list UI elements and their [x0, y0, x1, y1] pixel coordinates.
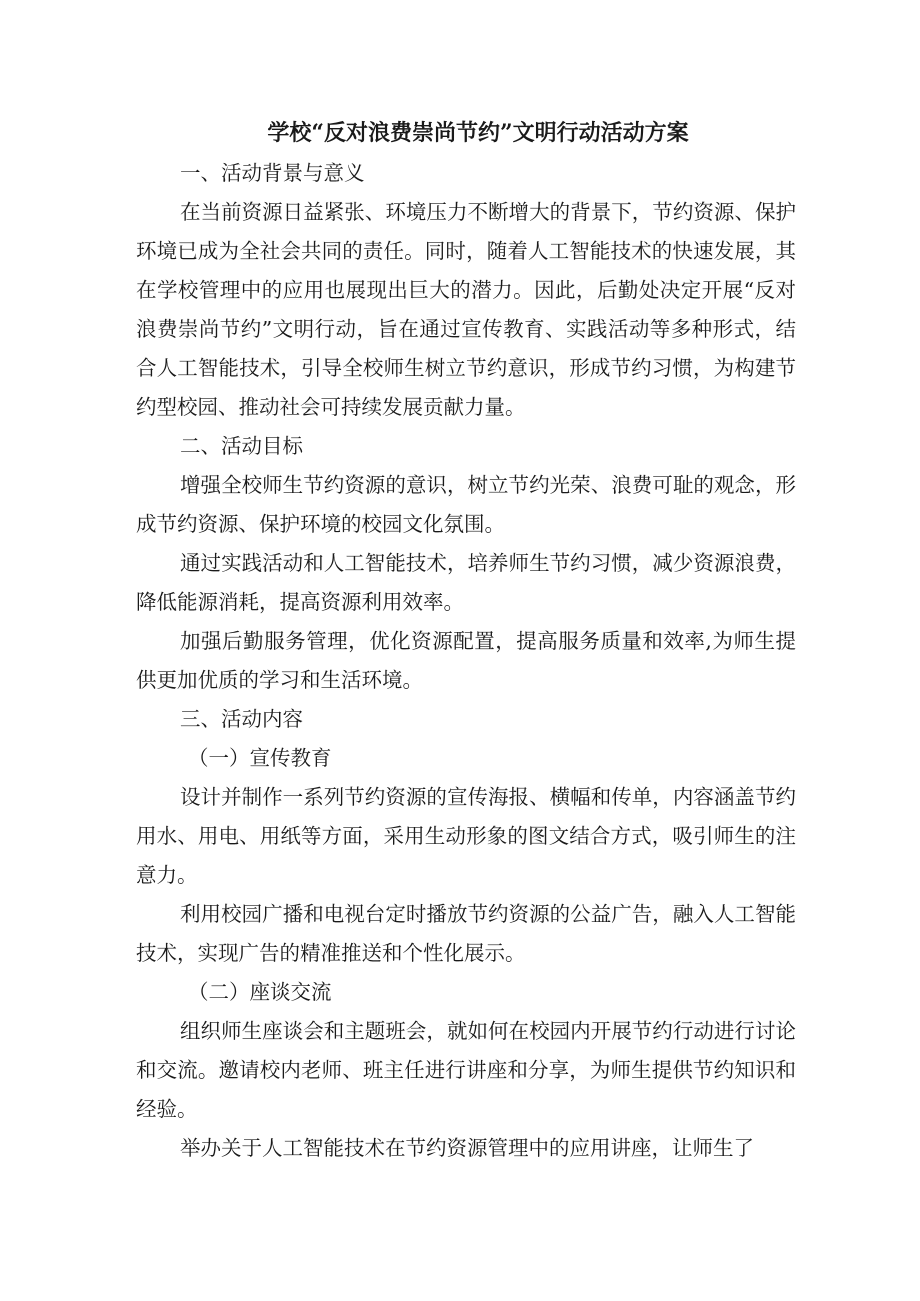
paragraph-goal-habits: 通过实践活动和人工智能技术，培养师生节约习惯，减少资源浪费，降低能源消耗，提高资源利用效率。 — [136, 551, 796, 614]
paragraph-posters: 设计并制作一系列节约资源的宣传海报、横幅和传单，内容涵盖节约用水、用电、用纸等方面，采用生动形象的图文结合方式，吸引师生的注意力。 — [136, 785, 796, 887]
section-heading-goals: 二、活动目标 — [180, 434, 303, 458]
paragraph-background: 在当前资源日益紧张、环境压力不断增大的背景下，节约资源、保护环境已成为全社会共同的责任。同时，随着人工智能技术的快速发展，其在学校管理中的应用也展现出巨大的潜力。因此，后勤处决定开展“反对浪费崇尚节约”文明行动，旨在通过宣传教育、实践活动等多种形式，结合人工智能技术，引导全校师生树立节约意识，形成节约习惯，为构建节约型校园、推动社会可持续发展贡献力量。 — [136, 200, 796, 419]
subsection-heading-discussion: （二）座谈交流 — [188, 980, 332, 1004]
paragraph-broadcast: 利用校园广播和电视台定时播放节约资源的公益广告，融入人工智能技术，实现广告的精准推送和个性化展示。 — [136, 902, 796, 965]
paragraph-goal-services: 加强后勤服务管理，优化资源配置，提高服务质量和效率,为师生提供更加优质的学习和生活环境。 — [136, 629, 796, 692]
document-title: 学校“反对浪费崇尚节约”文明行动活动方案 — [267, 120, 689, 146]
subsection-heading-publicity: （一）宣传教育 — [188, 746, 332, 770]
paragraph-ai-lecture: 举办关于人工智能技术在节约资源管理中的应用讲座，让师生了 — [180, 1136, 754, 1160]
section-heading-content: 三、活动内容 — [180, 707, 303, 731]
paragraph-seminars: 组织师生座谈会和主题班会，就如何在校园内开展节约行动进行讨论和交流。邀请校内老师、班主任进行讲座和分享，为师生提供节约知识和经验。 — [136, 1019, 796, 1121]
section-heading-background: 一、活动背景与意义 — [180, 161, 365, 185]
document-body — [136, 116, 796, 1168]
paragraph-goal-awareness: 增强全校师生节约资源的意识，树立节约光荣、浪费可耻的观念，形成节约资源、保护环境的校园文化氛围。 — [136, 473, 796, 536]
